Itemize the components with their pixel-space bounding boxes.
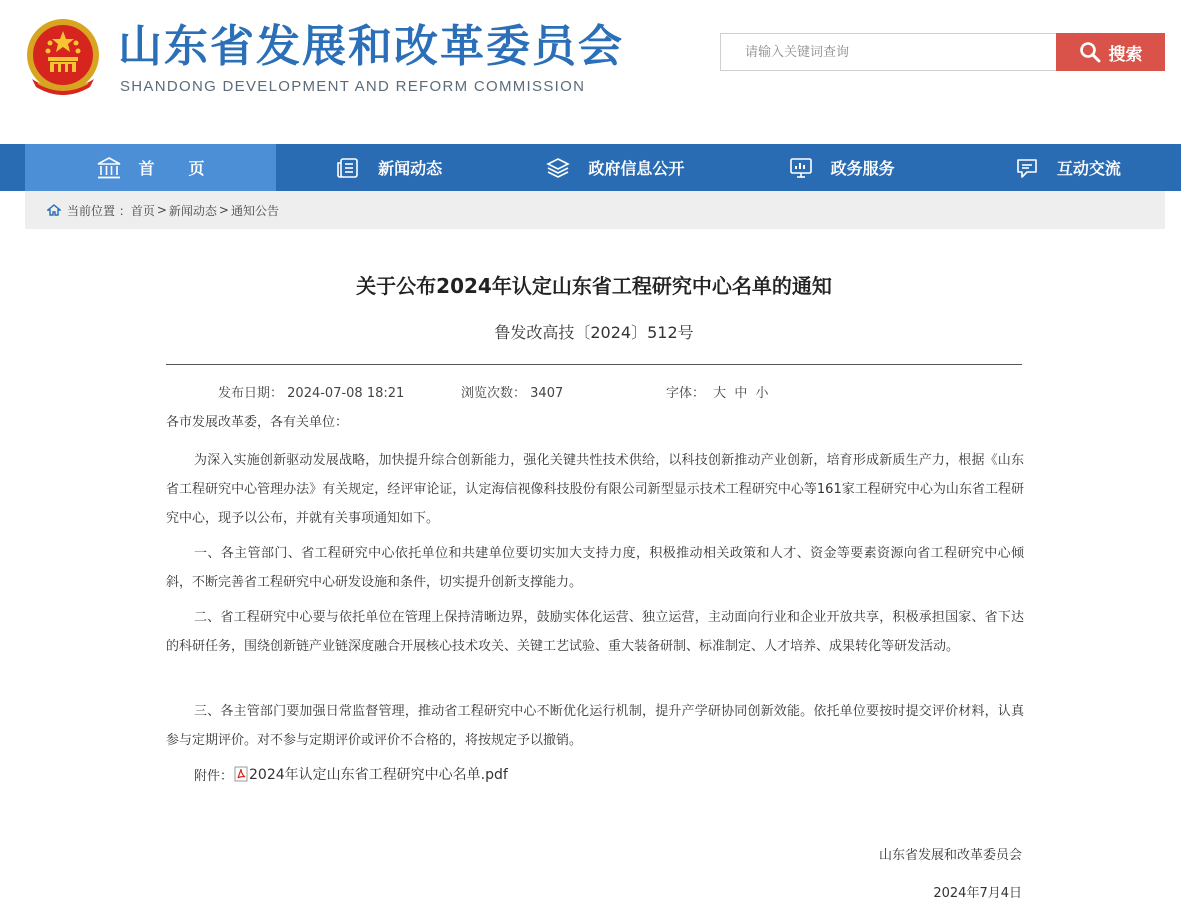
breadcrumb-home[interactable]: 首页: [130, 203, 155, 218]
search-button[interactable]: [1056, 33, 1165, 71]
paragraph-1: 一、各主管部门、省工程研究中心依托单位和共建单位要切实加大支持力度，积极推动相关政策和人才、资金等要素资源向省工程研究中心倾斜，不断完善省工程研究中心研发设施和条件，切实提升创新支撑能力。: [166, 546, 1024, 590]
nav-item-gov-info[interactable]: [502, 144, 728, 191]
nav-item-services[interactable]: [729, 144, 955, 191]
sign-date: 2024年7月4日: [933, 886, 1022, 901]
nav-item-home[interactable]: [25, 144, 276, 191]
home-icon: [47, 204, 61, 216]
main-nav: [0, 144, 1181, 191]
pdf-icon: [233, 766, 249, 782]
font-medium-button[interactable]: 中: [734, 386, 748, 401]
attachment-label: 附件：: [194, 768, 234, 784]
article-title: 关于公布2024年认定山东省工程研究中心名单的通知: [356, 274, 832, 298]
national-emblem-icon: [24, 17, 102, 99]
attachment-link[interactable]: 2024年认定山东省工程研究中心名单.pdf: [249, 767, 508, 783]
news-list-icon: [336, 156, 360, 180]
paragraph-3: 三、各主管部门要加强日常监督管理，推动省工程研究中心不断优化运行机制，提升产学研协同创新效能。依托单位要按时提交评价材料，认真参与定期评价。对不参与定期评价或评价不合格的，将按规定予以撤销。: [166, 704, 1024, 748]
breadcrumb: 当前位置 ： 首页 > 新闻动态 > 通知公告: [25, 191, 1165, 229]
views-label: 浏览次数：: [461, 386, 527, 401]
search-input[interactable]: [720, 33, 1057, 71]
layers-icon: [546, 156, 570, 180]
nav-label-services: 政务服务: [830, 159, 895, 178]
chart-monitor-icon: [789, 156, 813, 180]
publish-label: 发布日期：: [218, 386, 284, 401]
publish-date-group: [218, 382, 404, 401]
signature: 山东省发展和改革委员会: [878, 848, 1022, 863]
paragraph-intro: 为深入实施创新驱动发展战略，加快提升综合创新能力，强化关键共性技术供给，以科技创新推动产业创新，培育形成新质生产力，根据《山东省工程研究中心管理办法》有关规定，经评审论证，认定海信视像科技股份有限公司新型显示技术工程研究中心等161家工程研究中心为山东省工程研究中心，现予以公布，并就有关事项通知如下。: [166, 453, 1024, 526]
views-count: 3407: [530, 386, 564, 401]
site-title: 山东省发展和改革委员会: [118, 21, 624, 72]
font-label: 字体：: [666, 386, 706, 401]
search-icon: [1079, 41, 1101, 63]
font-large-button[interactable]: 大: [713, 386, 727, 401]
publish-date: 2024-07-08 18:21: [287, 386, 405, 401]
font-small-button[interactable]: 小: [755, 386, 769, 401]
search-button-label: 搜索: [1108, 44, 1143, 64]
nav-item-news[interactable]: [276, 144, 502, 191]
breadcrumb-notices[interactable]: 通知公告: [230, 203, 279, 218]
nav-label-news: 新闻动态: [378, 159, 443, 178]
nav-label-home: 首页: [138, 159, 239, 178]
title-divider: [166, 364, 1022, 365]
document-number: 鲁发改高技〔2024〕512号: [494, 323, 694, 342]
font-size-group: [666, 382, 768, 401]
breadcrumb-prefix: 当前位置 ：: [67, 203, 131, 218]
nav-item-interaction[interactable]: [955, 144, 1181, 191]
building-icon: [97, 156, 121, 180]
nav-label-gov-info: 政府信息公开: [588, 159, 685, 178]
paragraph-2: 二、省工程研究中心要与依托单位在管理上保持清晰边界，鼓励实体化运营、独立运营，主动面向行业和企业开放共享，积极承担国家、省下达的科研任务，围绕创新链产业链深度融合开展核心技术攻关、关键工艺试验、重大装备研制、标准制定、人才培养、成果转化等研发活动。: [166, 610, 1024, 654]
site-header: [0, 0, 1181, 144]
greeting: 各市发展改革委，各有关单位：: [166, 415, 349, 430]
attachment: [194, 764, 508, 784]
chat-icon: [1015, 156, 1039, 180]
site-subtitle: SHANDONG DEVELOPMENT AND REFORM COMMISSION: [120, 78, 586, 95]
breadcrumb-news[interactable]: 新闻动态: [168, 203, 217, 218]
nav-label-interaction: 互动交流: [1056, 159, 1121, 178]
views-group: [461, 382, 563, 401]
